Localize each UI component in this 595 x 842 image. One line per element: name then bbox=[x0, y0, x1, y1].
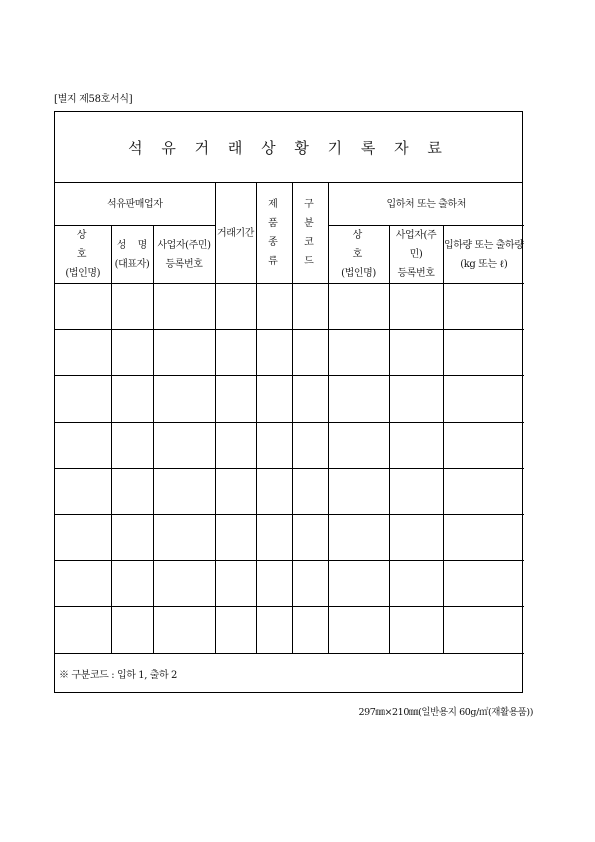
table-cell[interactable] bbox=[292, 422, 328, 468]
table-cell[interactable] bbox=[153, 514, 215, 560]
table-cell[interactable] bbox=[215, 422, 256, 468]
partner-reg-header bbox=[389, 226, 443, 284]
table-cell[interactable] bbox=[443, 561, 524, 607]
table-cell[interactable] bbox=[389, 330, 443, 376]
footnote-row bbox=[55, 653, 524, 698]
table-row bbox=[55, 468, 524, 514]
category-code-line2: 코 드 bbox=[304, 237, 322, 267]
table-row bbox=[55, 376, 524, 422]
table-cell[interactable] bbox=[389, 561, 443, 607]
seller-group-header: 석유판매업자 bbox=[55, 183, 215, 226]
trade-period-header: 거래기간 bbox=[215, 183, 256, 284]
partner-name-line1: 상 호 bbox=[352, 230, 373, 260]
table-cell[interactable] bbox=[328, 561, 389, 607]
table-cell[interactable] bbox=[389, 284, 443, 330]
table-cell[interactable] bbox=[328, 607, 389, 653]
table-row bbox=[55, 561, 524, 607]
partner-reg-line1: 사업자(주민) bbox=[395, 230, 437, 260]
table-cell[interactable] bbox=[111, 607, 153, 653]
table-cell[interactable] bbox=[215, 514, 256, 560]
table-cell[interactable] bbox=[292, 284, 328, 330]
table-cell[interactable] bbox=[111, 376, 153, 422]
table-cell[interactable] bbox=[153, 468, 215, 514]
table-cell[interactable] bbox=[328, 284, 389, 330]
table-cell[interactable] bbox=[55, 561, 111, 607]
table-cell[interactable] bbox=[215, 330, 256, 376]
table-row bbox=[55, 284, 524, 330]
table-cell[interactable] bbox=[389, 376, 443, 422]
table-cell[interactable] bbox=[292, 607, 328, 653]
table-cell[interactable] bbox=[292, 514, 328, 560]
table-cell[interactable] bbox=[443, 330, 524, 376]
table-cell[interactable] bbox=[443, 607, 524, 653]
table-cell[interactable] bbox=[256, 284, 292, 330]
quantity-line2: (kg 또는 ℓ) bbox=[460, 258, 508, 270]
paper-spec-note: 297㎜×210㎜(일반용지 60g/㎡(재활용품)) bbox=[358, 707, 533, 718]
table-cell[interactable] bbox=[215, 561, 256, 607]
table-cell[interactable] bbox=[215, 284, 256, 330]
partner-name-line2: (법인명) bbox=[341, 268, 376, 279]
table-cell[interactable] bbox=[292, 330, 328, 376]
table-cell[interactable] bbox=[55, 468, 111, 514]
table-cell[interactable] bbox=[215, 607, 256, 653]
table-cell[interactable] bbox=[256, 514, 292, 560]
seller-rep-line1: 성 명 bbox=[116, 239, 152, 251]
record-table bbox=[55, 183, 524, 698]
header-row-group bbox=[55, 183, 524, 226]
seller-rep-header bbox=[111, 226, 153, 284]
table-row bbox=[55, 607, 524, 653]
table-row bbox=[55, 330, 524, 376]
table-cell[interactable] bbox=[443, 468, 524, 514]
seller-reg-line1: 사업자(주민) bbox=[157, 239, 211, 251]
table-cell[interactable] bbox=[256, 422, 292, 468]
table-cell[interactable] bbox=[111, 468, 153, 514]
table-cell[interactable] bbox=[292, 376, 328, 422]
table-cell[interactable] bbox=[55, 330, 111, 376]
product-type-line2: 종 류 bbox=[268, 237, 286, 267]
table-cell[interactable] bbox=[292, 468, 328, 514]
table-cell[interactable] bbox=[389, 607, 443, 653]
table-cell[interactable] bbox=[111, 330, 153, 376]
quantity-header bbox=[443, 226, 524, 284]
table-cell[interactable] bbox=[111, 514, 153, 560]
table-cell[interactable] bbox=[153, 422, 215, 468]
table-row bbox=[55, 422, 524, 468]
category-code-header bbox=[292, 183, 328, 284]
table-row bbox=[55, 514, 524, 560]
partner-name-header bbox=[328, 226, 389, 284]
seller-reg-header bbox=[153, 226, 215, 284]
seller-reg-line2: 등록번호 bbox=[165, 258, 203, 270]
title-row bbox=[55, 112, 522, 183]
table-cell[interactable] bbox=[153, 376, 215, 422]
form-number-label: [별지 제58호서식] bbox=[54, 94, 133, 105]
category-code-footnote: ※ 구분코드 : 입하 1, 출하 2 bbox=[59, 670, 178, 681]
table-cell[interactable] bbox=[328, 422, 389, 468]
table-cell[interactable] bbox=[389, 422, 443, 468]
table-cell[interactable] bbox=[389, 514, 443, 560]
partner-reg-line2: 등록번호 bbox=[397, 268, 435, 279]
table-cell[interactable] bbox=[55, 514, 111, 560]
table-cell[interactable] bbox=[443, 376, 524, 422]
record-form bbox=[54, 111, 523, 693]
table-cell[interactable] bbox=[55, 376, 111, 422]
seller-name-line2: (법인명) bbox=[65, 268, 101, 279]
table-cell[interactable] bbox=[389, 468, 443, 514]
table-cell[interactable] bbox=[215, 376, 256, 422]
table-cell[interactable] bbox=[215, 468, 256, 514]
table-cell[interactable] bbox=[111, 284, 153, 330]
table-cell[interactable] bbox=[153, 561, 215, 607]
table-cell[interactable] bbox=[328, 330, 389, 376]
table-cell[interactable] bbox=[55, 284, 111, 330]
table-cell[interactable] bbox=[111, 422, 153, 468]
table-cell[interactable] bbox=[256, 330, 292, 376]
table-cell[interactable] bbox=[328, 514, 389, 560]
seller-name-line1: 상 호 bbox=[76, 230, 97, 260]
table-cell[interactable] bbox=[256, 561, 292, 607]
quantity-line1: 입하량 또는 출하량 bbox=[443, 239, 524, 251]
product-type-header bbox=[256, 183, 292, 284]
table-cell[interactable] bbox=[328, 468, 389, 514]
table-cell[interactable] bbox=[111, 561, 153, 607]
table-cell[interactable] bbox=[443, 514, 524, 560]
table-cell[interactable] bbox=[328, 376, 389, 422]
table-cell[interactable] bbox=[55, 607, 111, 653]
table-cell[interactable] bbox=[153, 284, 215, 330]
table-cell[interactable] bbox=[55, 422, 111, 468]
table-cell[interactable] bbox=[443, 422, 524, 468]
table-cell[interactable] bbox=[256, 376, 292, 422]
table-cell[interactable] bbox=[256, 607, 292, 653]
table-cell[interactable] bbox=[292, 561, 328, 607]
form-title: 석 유 거 래 상 황 기 록 자 료 bbox=[128, 138, 449, 157]
seller-name-header bbox=[55, 226, 111, 284]
record-rows bbox=[55, 284, 524, 654]
partner-group-header: 입하처 또는 출하처 bbox=[328, 183, 524, 226]
seller-rep-line2: (대표자) bbox=[114, 258, 150, 270]
table-cell[interactable] bbox=[256, 468, 292, 514]
table-cell[interactable] bbox=[153, 330, 215, 376]
table-cell[interactable] bbox=[443, 284, 524, 330]
table-cell[interactable] bbox=[153, 607, 215, 653]
category-code-line1: 구 분 bbox=[304, 199, 322, 229]
product-type-line1: 제 품 bbox=[268, 199, 286, 229]
